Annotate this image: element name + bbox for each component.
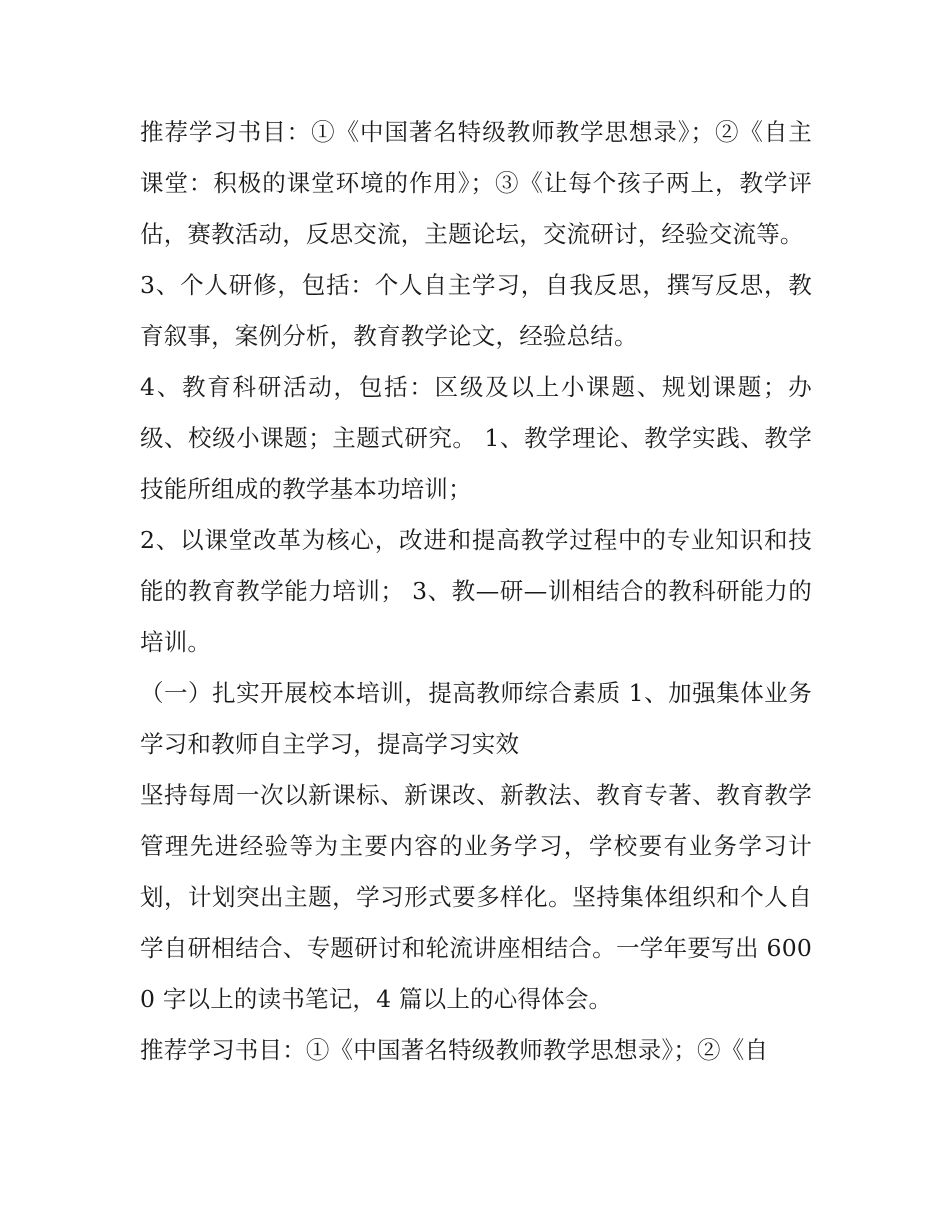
paragraph-weekly-study: 坚持每周一次以新课标、新课改、新教法、教育专著、教育教学管理先进经验等为主要内容的业务学习，学校要有业务学习计划，计划突出主题，学习形式要多样化。坚持集体组织和个人自学自研相结合、专题研讨和轮流讲座相结合。一学年要写出 6000 字以上的读书笔记，4 篇以上的心得体会。 [140, 781, 812, 1013]
paragraph-classroom-reform: 2、以课堂改革为核心，改进和提高教学过程中的专业知识和技能的教育教学能力培训； 3、教—研—训相结合的教科研能力的培训。 [140, 526, 812, 656]
paragraph-reading-list: 推荐学习书目：①《中国著名特级教师教学思想录》；②《自主课堂：积极的课堂环境的作用》；③《让每个孩子两上，教学评估，赛教活动，反思交流，主题论坛，交流研讨，经验交流等。 [140, 118, 812, 248]
paragraph-school-training-heading: （一）扎实开展校本培训，提高教师综合素质 1、加强集体业务学习和教师自主学习，提高学习实效 [140, 679, 812, 758]
paragraph-reading-list-repeat: 推荐学习书目：①《中国著名特级教师教学思想录》；②《自 [140, 1036, 769, 1064]
paragraph-personal-study: 3、个人研修，包括：个人自主学习，自我反思，撰写反思，教育叙事，案例分析，教育教学论文，经验总结。 [140, 271, 812, 350]
paragraph-research-activities: 4、教育科研活动，包括：区级及以上小课题、规划课题；办级、校级小课题；主题式研究。 1、教学理论、教学实践、教学技能所组成的教学基本功培训； [140, 373, 812, 503]
document-body [140, 107, 812, 1076]
